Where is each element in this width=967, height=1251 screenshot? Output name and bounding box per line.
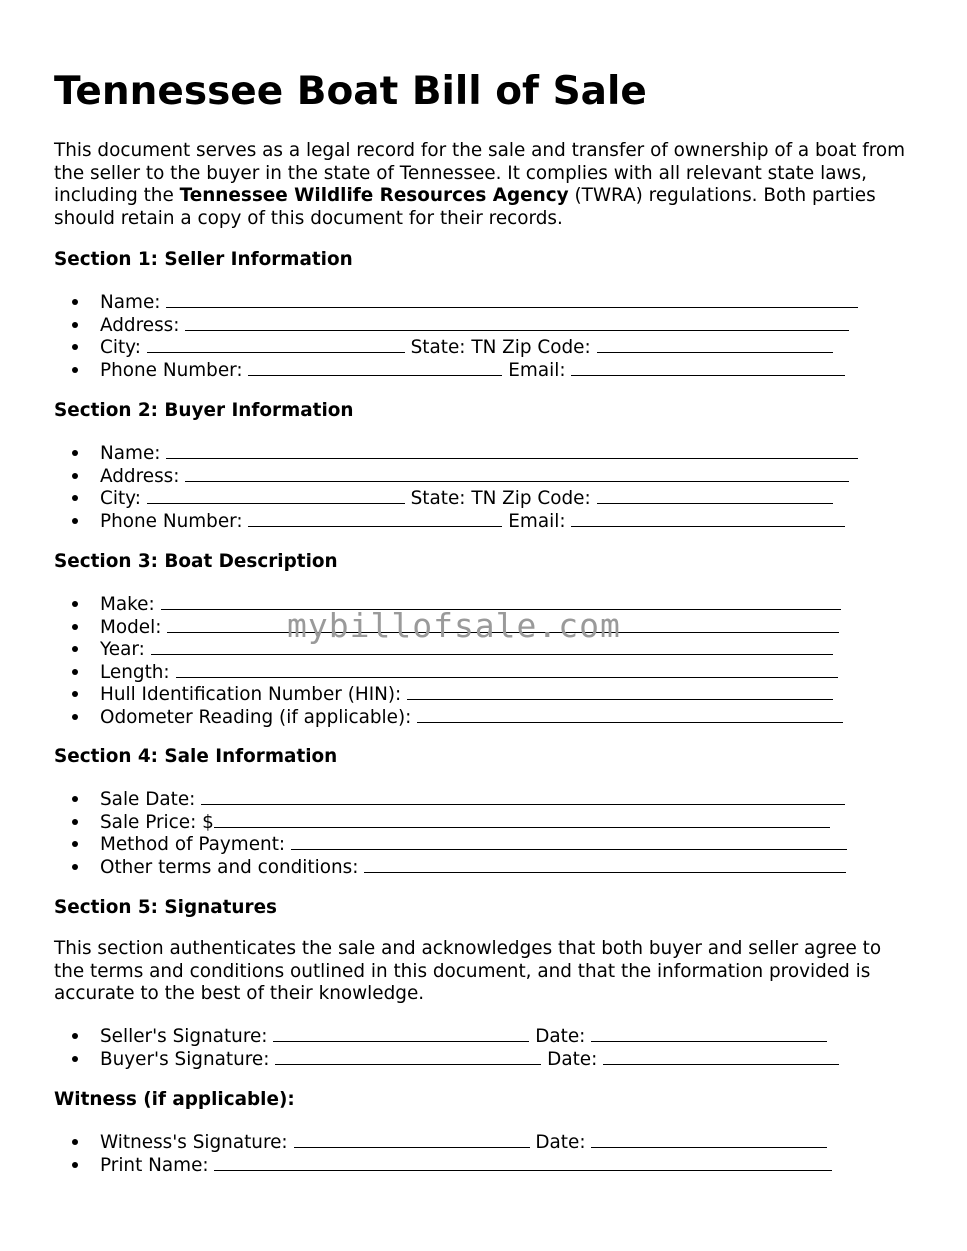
- seller-name-field[interactable]: [166, 290, 858, 308]
- boat-hin-row: [100, 682, 843, 705]
- boat-odometer-label: Odometer Reading (if applicable):: [100, 706, 412, 728]
- buyer-info-list: [54, 441, 858, 531]
- payment-method-label: Method of Payment:: [100, 834, 286, 856]
- sale-date-row: [100, 787, 847, 810]
- witness-signature-label: Witness's Signature:: [100, 1132, 288, 1153]
- seller-info-list: [54, 290, 858, 380]
- seller-address-label: Address:: [100, 314, 180, 336]
- sale-date-label: Sale Date:: [100, 789, 196, 810]
- witness-signature-field[interactable]: [294, 1130, 530, 1148]
- buyer-date-label: Date:: [547, 1048, 598, 1070]
- payment-method-field[interactable]: [291, 832, 847, 850]
- buyer-zip-field[interactable]: [597, 486, 833, 504]
- other-terms-label: Other terms and conditions:: [100, 856, 359, 878]
- seller-signature-label: Seller's Signature:: [100, 1026, 268, 1047]
- seller-email-label: Email:: [508, 359, 566, 381]
- print-name-field[interactable]: [214, 1153, 832, 1171]
- other-terms-field[interactable]: [364, 855, 846, 873]
- buyer-signature-row: [100, 1047, 839, 1070]
- boat-hin-field[interactable]: [407, 682, 833, 700]
- watermark: mybillofsale.com: [287, 606, 621, 645]
- intro-paragraph: [54, 140, 914, 230]
- boat-model-label: Model:: [100, 616, 162, 638]
- seller-address-field[interactable]: [185, 313, 849, 331]
- witness-date-field[interactable]: [591, 1130, 827, 1148]
- seller-email-field[interactable]: [571, 358, 845, 376]
- sale-price-label: Sale Price: $: [100, 811, 214, 833]
- seller-city-field[interactable]: [147, 335, 405, 353]
- seller-date-label: Date:: [535, 1026, 586, 1047]
- boat-odometer-row: [100, 705, 843, 728]
- seller-name-label: Name:: [100, 292, 161, 313]
- seller-address-row: [100, 313, 858, 336]
- witness-list: [54, 1130, 832, 1175]
- buyer-phone-row: [100, 509, 858, 532]
- section-3-heading: Section 3: Boat Description: [54, 551, 338, 572]
- seller-zip-field[interactable]: [597, 335, 833, 353]
- buyer-name-label: Name:: [100, 443, 161, 464]
- witness-heading: Witness (if applicable):: [54, 1089, 295, 1110]
- buyer-signature-field[interactable]: [275, 1047, 541, 1065]
- boat-length-row: [100, 660, 843, 683]
- buyer-state-zip-label: State: TN Zip Code:: [410, 488, 591, 510]
- buyer-phone-label: Phone Number:: [100, 510, 243, 532]
- seller-state-zip-label: State: TN Zip Code:: [410, 337, 591, 359]
- section-1-heading: Section 1: Seller Information: [54, 249, 353, 270]
- buyer-email-field[interactable]: [571, 509, 845, 527]
- buyer-name-row: [100, 441, 858, 464]
- seller-signature-row: [100, 1024, 839, 1047]
- seller-city-row: [100, 335, 858, 358]
- boat-make-label: Make:: [100, 594, 155, 615]
- buyer-address-field[interactable]: [185, 464, 849, 482]
- intro-text-start: This document serves as a legal record for the sale and transfer of ownership of a boat from the seller to the buyer in the state of Tennessee. It complies with all relevant state laws, including the: [54, 140, 906, 207]
- section-2-heading: Section 2: Buyer Information: [54, 400, 354, 421]
- boat-length-label: Length:: [100, 661, 170, 683]
- section-4-heading: Section 4: Sale Information: [54, 746, 338, 767]
- intro-text-end: (TWRA) regulations. Both parties should retain a copy of this document for their records.: [54, 185, 876, 229]
- signatures-paragraph: This section authenticates the sale and acknowledges that both buyer and seller agree to the terms and conditions outlined in this document, and that the information provided is accurate to the best of their knowledge.: [54, 938, 882, 1005]
- seller-phone-row: [100, 358, 858, 381]
- witness-signature-row: [100, 1130, 832, 1153]
- page-title: Tennessee Boat Bill of Sale: [54, 69, 647, 114]
- seller-phone-field[interactable]: [248, 358, 502, 376]
- buyer-city-row: [100, 486, 858, 509]
- buyer-date-field[interactable]: [603, 1047, 839, 1065]
- boat-hin-label: Hull Identification Number (HIN):: [100, 684, 402, 706]
- seller-signature-field[interactable]: [273, 1024, 529, 1042]
- buyer-city-field[interactable]: [147, 486, 405, 504]
- sale-price-row: [100, 810, 847, 833]
- seller-city-label: City:: [100, 337, 141, 359]
- buyer-address-row: [100, 464, 858, 487]
- print-name-row: [100, 1153, 832, 1176]
- seller-name-row: [100, 290, 858, 313]
- buyer-signature-label: Buyer's Signature:: [100, 1048, 270, 1070]
- buyer-phone-field[interactable]: [248, 509, 502, 527]
- seller-phone-label: Phone Number:: [100, 359, 243, 381]
- buyer-email-label: Email:: [508, 510, 566, 532]
- sale-price-field[interactable]: [214, 810, 830, 828]
- print-name-label: Print Name:: [100, 1154, 209, 1176]
- section-5-heading: Section 5: Signatures: [54, 897, 277, 918]
- agency-name: Tennessee Wildlife Resources Agency: [179, 185, 569, 207]
- payment-method-row: [100, 832, 847, 855]
- signatures-list: [54, 1024, 839, 1069]
- witness-date-label: Date:: [535, 1132, 586, 1153]
- boat-length-field[interactable]: [176, 660, 838, 678]
- buyer-address-label: Address:: [100, 465, 180, 487]
- seller-date-field[interactable]: [591, 1024, 827, 1042]
- buyer-city-label: City:: [100, 488, 141, 510]
- buyer-name-field[interactable]: [166, 441, 858, 459]
- sale-date-field[interactable]: [201, 787, 845, 805]
- sale-info-list: [54, 787, 847, 877]
- boat-year-label: Year:: [100, 639, 145, 661]
- boat-odometer-field[interactable]: [417, 705, 843, 723]
- other-terms-row: [100, 855, 847, 878]
